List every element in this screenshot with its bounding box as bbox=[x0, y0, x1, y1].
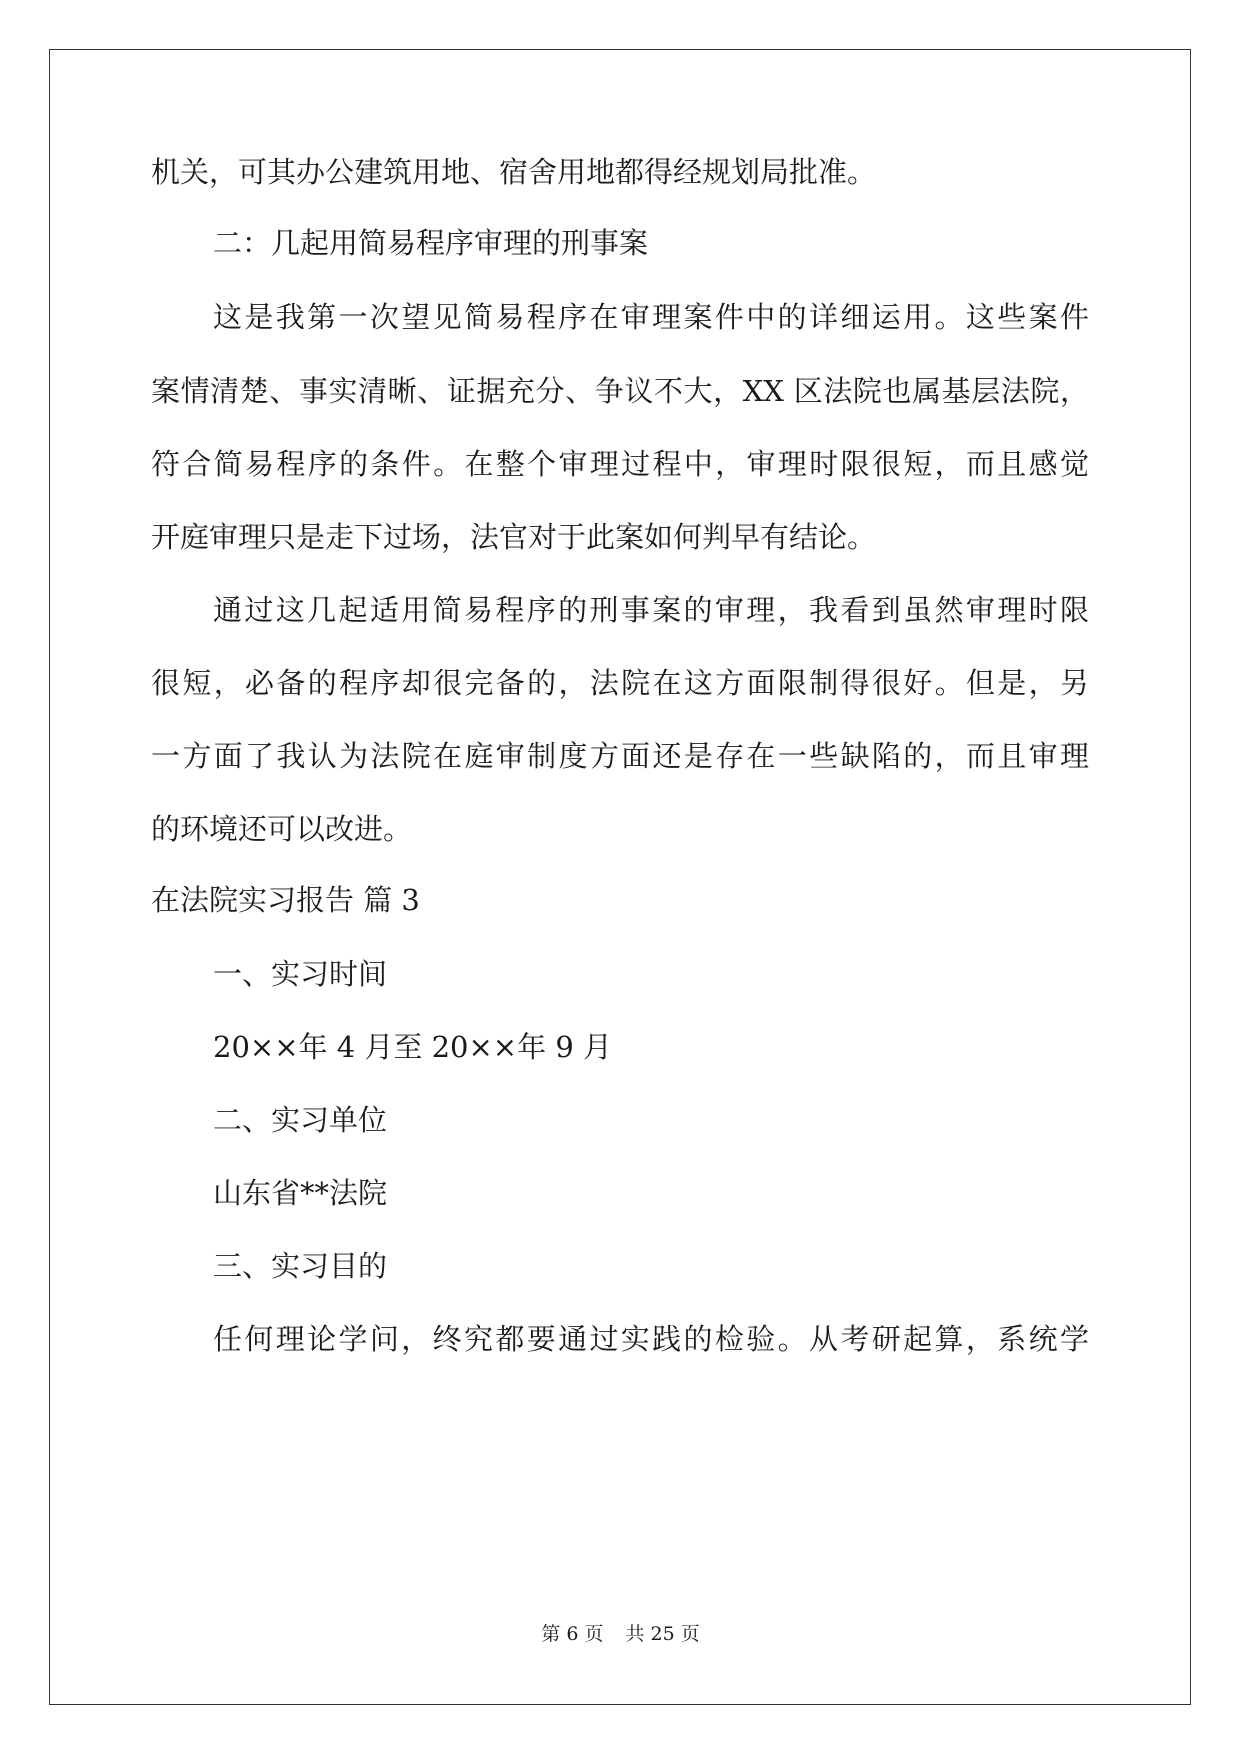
section-heading: 三、实习目的 bbox=[213, 1249, 388, 1283]
report-title: 在法院实习报告 篇 3 bbox=[151, 883, 420, 917]
paragraph-line: 20××年 4 月至 20××年 9 月 bbox=[213, 1030, 612, 1064]
paragraph-line: 案情清楚、事实清晰、证据充分、争议不大，XX 区法院也属基层法院， bbox=[151, 374, 1089, 408]
section-heading: 一、实习时间 bbox=[213, 957, 388, 991]
page-total: 共 25 页 bbox=[625, 1623, 700, 1645]
paragraph-line: 开庭审理只是走下过场，法官对于此案如何判早有结论。 bbox=[151, 520, 877, 554]
paragraph-line: 很短，必备的程序却很完备的，法院在这方面限制得很好。但是，另 bbox=[151, 666, 1089, 700]
paragraph-line: 这是我第一次望见简易程序在审理案件中的详细运用。这些案件 bbox=[213, 300, 1089, 334]
paragraph-line: 机关，可其办公建筑用地、宿舍用地都得经规划局批准。 bbox=[151, 155, 877, 189]
section-heading: 二：几起用简易程序审理的刑事案 bbox=[213, 226, 649, 260]
page-number: 第 6 页 bbox=[541, 1623, 604, 1645]
paragraph-line: 的环境还可以改进。 bbox=[151, 812, 413, 846]
paragraph-line: 山东省**法院 bbox=[213, 1176, 388, 1210]
section-heading: 二、实习单位 bbox=[213, 1103, 388, 1137]
paragraph-line: 通过这几起适用简易程序的刑事案的审理，我看到虽然审理时限 bbox=[213, 593, 1089, 627]
paragraph-line: 任何理论学问，终究都要通过实践的检验。从考研起算，系统学 bbox=[213, 1322, 1089, 1356]
paragraph-line: 一方面了我认为法院在庭审制度方面还是存在一些缺陷的，而且审理 bbox=[151, 739, 1089, 773]
paragraph-line: 符合简易程序的条件。在整个审理过程中，审理时限很短，而且感觉 bbox=[151, 447, 1089, 481]
page-footer bbox=[0, 1622, 1241, 1646]
